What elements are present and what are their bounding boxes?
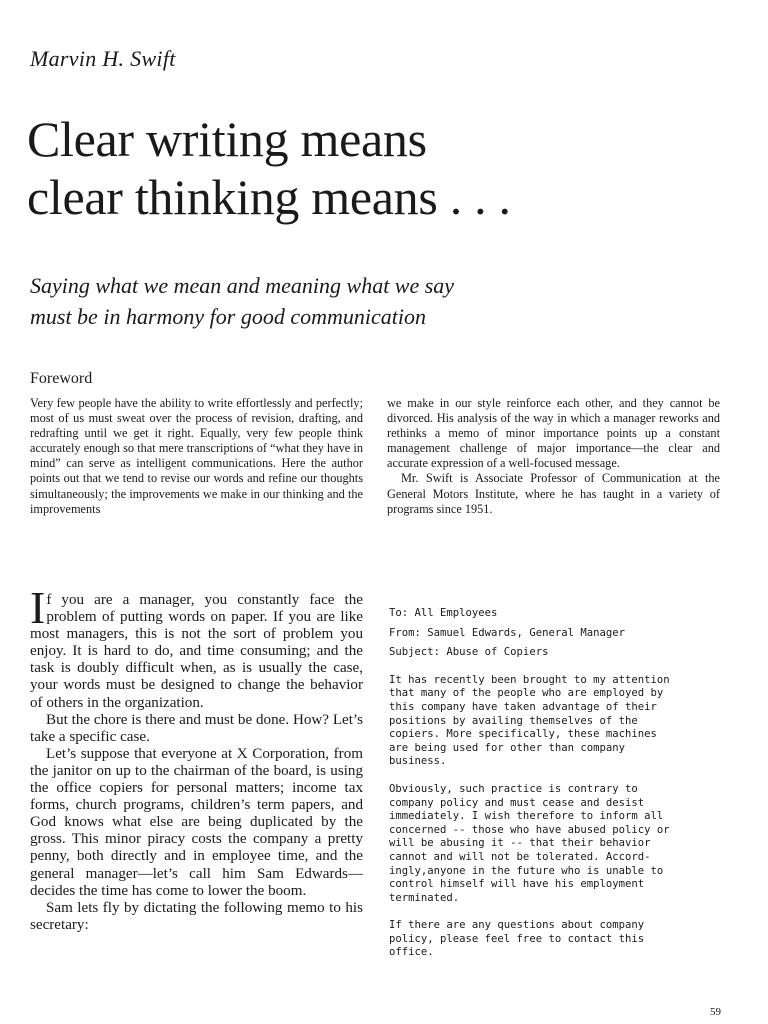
foreword-paragraph-1: Very few people have the ability to write effortlessly and perfectly; most of us must sweat over the process of revision, drafting, and redrafting until we get it right. Equally, very few people think accurately enough so that mere transcriptions of “what they have in mind” can serve as intelligent communications. Here the author points out that we tend to revise our words and refine our thoughts simultaneously; the improvements we make in our thinking and the improvements [30, 396, 363, 516]
memo-line: It has recently been brought to my attention [389, 673, 670, 686]
memo-line: Obviously, such practice is contrary to [389, 782, 638, 795]
memo-block [389, 607, 734, 960]
memo-subject: Subject: Abuse of Copiers [389, 646, 549, 659]
author-name: Marvin H. Swift [30, 46, 176, 71]
memo-paragraph-1 [389, 674, 734, 769]
article-body-column [30, 582, 363, 934]
article-title [27, 110, 747, 226]
body-paragraph-3: Let’s suppose that everyone at X Corporation, from the janitor on up to the chairman of the board, is using the office copiers for personal matters; income tax forms, church programs, children’s term papers, and God knows what else are being duplicated by the gross. This minor piracy costs the company a pretty penny, both directly and in employee time, and the general manager—let’s call him Sam Edwards—decides the time has come to lower the boom. [30, 745, 363, 899]
memo-line: positions by availing themselves of the [389, 714, 638, 727]
subtitle-line-1: Saying what we mean and meaning what we say [30, 273, 455, 298]
memo-from: From: Samuel Edwards, General Manager [389, 626, 625, 639]
page-number: 59 [710, 1006, 721, 1018]
subtitle-line-2: must be in harmony for good communication [30, 304, 426, 329]
foreword-right-column [387, 396, 720, 517]
foreword-paragraph-1-cont: we make in our style reinforce each other, and they cannot be divorced. His analysis of the way in which a manager reworks and rethinks a memo of minor importance points up a constant management challenge of major importance—the clear and accurate expression of a well-focused message. [387, 396, 720, 471]
body-paragraph-1-text: f you are a manager, you constantly face the problem of putting words on paper. If you are like most managers, this is not the sort of problem you enjoy. It is hard to do, and time consuming; and the task is doubly difficult when, as is usually the case, your words must be designed to change the behavior of others in the organization. [30, 592, 363, 711]
foreword-left-column [30, 396, 363, 517]
memo-line: concerned -- those who have abused policy or [389, 823, 670, 836]
memo-line: terminated. [389, 891, 460, 904]
body-paragraph-2: But the chore is there and must be done. How? Let’s take a specific case. [30, 711, 363, 745]
foreword-heading: Foreword [30, 370, 93, 387]
title-line-2: clear thinking means . . . [27, 169, 511, 225]
memo-line: cannot and will not be tolerated. Accord- [389, 850, 651, 863]
foreword-paragraph-2: Mr. Swift is Associate Professor of Communication at the General Motors Institute, where he has taught in a variety of programs since 1951. [387, 471, 720, 516]
memo-to: To: All Employees [389, 607, 498, 619]
memo-paragraph-2 [389, 783, 734, 905]
memo-line: immediately. I wish therefore to inform all [389, 810, 664, 823]
memo-line: will be abusing it -- that their behavior [389, 837, 651, 850]
memo-line: policy, please feel free to contact this [389, 932, 645, 945]
memo-line: that many of the people who are employed by [389, 687, 664, 700]
memo-line: copiers. More specifically, these machines [389, 728, 657, 741]
drop-cap: I [30, 582, 46, 633]
body-paragraph-1 [30, 582, 363, 712]
memo-line: company policy and must cease and desist [389, 796, 645, 809]
article-subtitle [30, 270, 750, 332]
body-paragraph-4: Sam lets fly by dictating the following memo to his secretary: [30, 899, 363, 933]
memo-line: business. [389, 755, 447, 768]
memo-line: this company have taken advantage of their [389, 700, 657, 713]
memo-paragraph-3 [389, 919, 734, 960]
memo-line: office. [389, 946, 434, 959]
memo-line: ingly,anyone in the future who is unable to [389, 864, 664, 877]
memo-line: are being used for other than company [389, 741, 625, 754]
memo-line: If there are any questions about company [389, 919, 645, 932]
memo-line: control himself will have his employment [389, 878, 645, 891]
title-line-1: Clear writing means [27, 111, 427, 167]
